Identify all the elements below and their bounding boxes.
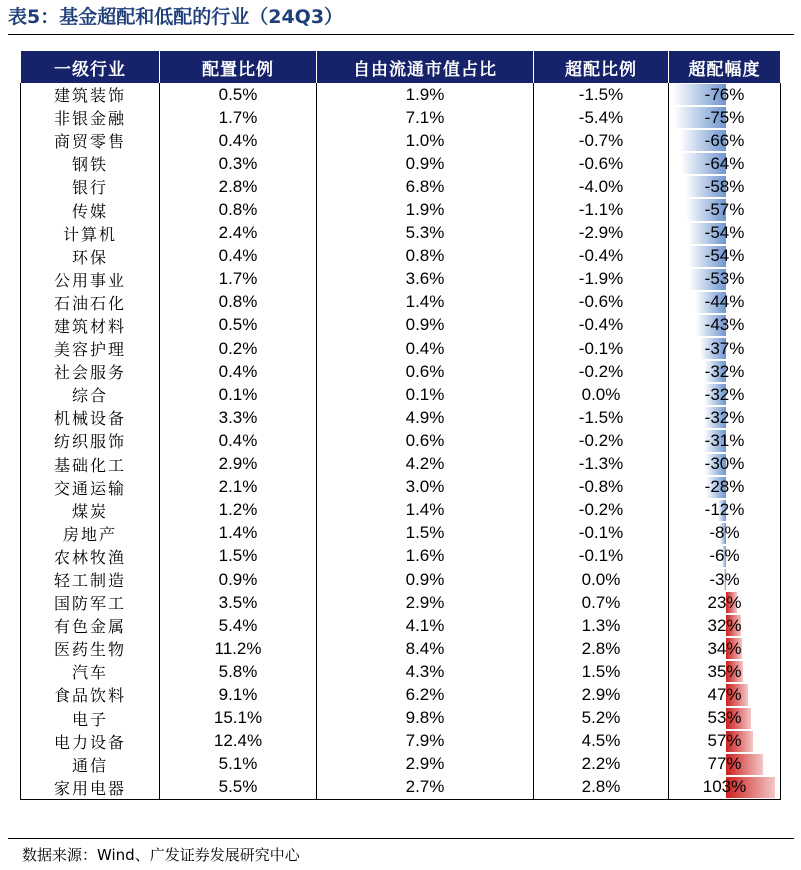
allocation-cell: 2.1% <box>160 476 317 499</box>
float-cap-cell: 7.1% <box>317 106 534 129</box>
overweight-ratio-cell: -0.1% <box>534 337 669 360</box>
overweight-degree-cell <box>669 268 781 291</box>
float-cap-cell: 6.8% <box>317 175 534 198</box>
overweight-degree-cell <box>669 245 781 268</box>
table-row <box>21 683 781 706</box>
degree-value: 34% <box>707 638 742 658</box>
overweight-degree-cell <box>669 429 781 452</box>
float-cap-cell: 1.4% <box>317 499 534 522</box>
table-row <box>21 245 781 268</box>
industry-cell: 社会服务 <box>21 360 160 383</box>
float-cap-cell: 1.0% <box>317 129 534 152</box>
overweight-degree-cell <box>669 522 781 545</box>
degree-value: -58% <box>704 176 745 196</box>
table-row <box>21 545 781 568</box>
industry-cell: 纺织服饰 <box>21 429 160 452</box>
overweight-degree-cell <box>669 152 781 175</box>
allocation-cell: 0.5% <box>160 314 317 337</box>
overweight-ratio-cell: -1.5% <box>534 406 669 429</box>
degree-value: -6% <box>709 546 740 566</box>
overweight-degree-cell <box>669 337 781 360</box>
allocation-cell: 0.3% <box>160 152 317 175</box>
table-body <box>21 83 781 799</box>
table-row <box>21 730 781 753</box>
allocation-cell: 12.4% <box>160 730 317 753</box>
industry-cell: 电子 <box>21 707 160 730</box>
overweight-ratio-cell: 2.8% <box>534 637 669 660</box>
float-cap-cell: 7.9% <box>317 730 534 753</box>
table-row <box>21 660 781 683</box>
industry-cell: 有色金属 <box>21 614 160 637</box>
top-rule <box>8 34 794 35</box>
table-row <box>21 129 781 152</box>
overweight-degree-cell <box>669 683 781 706</box>
degree-value: -32% <box>704 384 745 404</box>
overweight-degree-cell <box>669 637 781 660</box>
overweight-ratio-cell: -0.7% <box>534 129 669 152</box>
overweight-degree-cell <box>669 198 781 221</box>
degree-value: 53% <box>707 708 742 728</box>
allocation-cell: 1.7% <box>160 106 317 129</box>
allocation-cell: 15.1% <box>160 707 317 730</box>
overweight-ratio-cell: -1.3% <box>534 453 669 476</box>
industry-cell: 通信 <box>21 753 160 776</box>
overweight-ratio-cell: -0.1% <box>534 522 669 545</box>
table-row <box>21 360 781 383</box>
table-row <box>21 637 781 660</box>
table-row <box>21 776 781 800</box>
overweight-degree-cell <box>669 753 781 776</box>
overweight-degree-cell <box>669 406 781 429</box>
table-row <box>21 337 781 360</box>
float-cap-cell: 1.9% <box>317 83 534 106</box>
float-cap-cell: 1.5% <box>317 522 534 545</box>
overweight-degree-cell <box>669 499 781 522</box>
overweight-ratio-cell: -2.9% <box>534 222 669 245</box>
industry-cell: 非银金融 <box>21 106 160 129</box>
overweight-ratio-cell: 0.0% <box>534 568 669 591</box>
degree-value: -54% <box>704 246 745 266</box>
industry-cell: 建筑材料 <box>21 314 160 337</box>
degree-value: -53% <box>704 269 745 289</box>
float-cap-cell: 0.9% <box>317 152 534 175</box>
allocation-cell: 1.5% <box>160 545 317 568</box>
overweight-degree-cell <box>669 383 781 406</box>
header-row <box>21 51 781 83</box>
industry-cell: 家用电器 <box>21 776 160 800</box>
industry-cell: 国防军工 <box>21 591 160 614</box>
allocation-cell: 11.2% <box>160 637 317 660</box>
overweight-degree-cell <box>669 83 781 106</box>
degree-value: -66% <box>704 130 745 150</box>
float-cap-cell: 4.3% <box>317 660 534 683</box>
degree-value: -28% <box>704 477 745 497</box>
overweight-ratio-cell: 2.9% <box>534 683 669 706</box>
allocation-cell: 0.2% <box>160 337 317 360</box>
table-row <box>21 707 781 730</box>
table-row <box>21 406 781 429</box>
overweight-ratio-cell: -0.8% <box>534 476 669 499</box>
float-cap-cell: 4.2% <box>317 453 534 476</box>
degree-value: 32% <box>707 615 742 635</box>
overweight-ratio-cell: -1.9% <box>534 268 669 291</box>
float-cap-cell: 0.9% <box>317 568 534 591</box>
overweight-ratio-cell: -0.4% <box>534 314 669 337</box>
overweight-ratio-cell: 5.2% <box>534 707 669 730</box>
header-industry: 一级行业 <box>21 51 160 83</box>
industry-cell: 机械设备 <box>21 406 160 429</box>
industry-cell: 电力设备 <box>21 730 160 753</box>
source-note: 数据来源：Wind、广发证券发展研究中心 <box>22 846 300 864</box>
industry-cell: 医药生物 <box>21 637 160 660</box>
industry-cell: 传媒 <box>21 198 160 221</box>
overweight-ratio-cell: -4.0% <box>534 175 669 198</box>
allocation-cell: 0.4% <box>160 429 317 452</box>
degree-value: -43% <box>704 315 745 335</box>
overweight-degree-cell <box>669 314 781 337</box>
float-cap-cell: 6.2% <box>317 683 534 706</box>
degree-value: 103% <box>702 777 747 797</box>
overweight-ratio-cell: 4.5% <box>534 730 669 753</box>
industry-cell: 银行 <box>21 175 160 198</box>
table-row <box>21 453 781 476</box>
allocation-cell: 2.4% <box>160 222 317 245</box>
degree-value: -8% <box>709 523 740 543</box>
float-cap-cell: 3.6% <box>317 268 534 291</box>
table-row <box>21 591 781 614</box>
table-row <box>21 106 781 129</box>
allocation-cell: 1.4% <box>160 522 317 545</box>
industry-cell: 轻工制造 <box>21 568 160 591</box>
allocation-cell: 0.4% <box>160 245 317 268</box>
table-row <box>21 476 781 499</box>
allocation-cell: 5.5% <box>160 776 317 800</box>
overweight-degree-cell <box>669 291 781 314</box>
float-cap-cell: 1.9% <box>317 198 534 221</box>
industry-cell: 商贸零售 <box>21 129 160 152</box>
float-cap-cell: 2.9% <box>317 753 534 776</box>
industry-cell: 基础化工 <box>21 453 160 476</box>
float-cap-cell: 0.9% <box>317 314 534 337</box>
table-row <box>21 198 781 221</box>
overweight-ratio-cell: -5.4% <box>534 106 669 129</box>
overweight-ratio-cell: -1.5% <box>534 83 669 106</box>
allocation-cell: 9.1% <box>160 683 317 706</box>
float-cap-cell: 9.8% <box>317 707 534 730</box>
industry-cell: 石油石化 <box>21 291 160 314</box>
industry-cell: 房地产 <box>21 522 160 545</box>
degree-value: 47% <box>707 684 742 704</box>
degree-value: -3% <box>709 569 740 589</box>
overweight-degree-cell <box>669 222 781 245</box>
degree-value: 23% <box>707 592 742 612</box>
float-cap-cell: 0.6% <box>317 360 534 383</box>
degree-value: -75% <box>704 107 745 127</box>
table-row <box>21 568 781 591</box>
degree-value: -54% <box>704 223 745 243</box>
overweight-degree-cell <box>669 360 781 383</box>
allocation-cell: 2.9% <box>160 453 317 476</box>
degree-value: -32% <box>704 361 745 381</box>
overweight-degree-cell <box>669 730 781 753</box>
industry-cell: 综合 <box>21 383 160 406</box>
allocation-cell: 0.8% <box>160 198 317 221</box>
overweight-ratio-cell: -0.6% <box>534 152 669 175</box>
industry-cell: 美容护理 <box>21 337 160 360</box>
float-cap-cell: 2.7% <box>317 776 534 800</box>
degree-value: -44% <box>704 292 745 312</box>
industry-cell: 钢铁 <box>21 152 160 175</box>
header-float-cap-share: 自由流通市值占比 <box>317 51 534 83</box>
allocation-cell: 1.2% <box>160 499 317 522</box>
overweight-degree-cell <box>669 129 781 152</box>
allocation-cell: 0.4% <box>160 129 317 152</box>
table-row <box>21 222 781 245</box>
allocation-cell: 5.8% <box>160 660 317 683</box>
header-allocation: 配置比例 <box>160 51 317 83</box>
overweight-degree-cell <box>669 776 781 800</box>
overweight-ratio-cell: 2.8% <box>534 776 669 800</box>
allocation-cell: 2.8% <box>160 175 317 198</box>
allocation-cell: 5.4% <box>160 614 317 637</box>
float-cap-cell: 1.6% <box>317 545 534 568</box>
degree-value: 57% <box>707 731 742 751</box>
industry-cell: 计算机 <box>21 222 160 245</box>
allocation-cell: 0.8% <box>160 291 317 314</box>
degree-value: -32% <box>704 407 745 427</box>
overweight-degree-cell <box>669 591 781 614</box>
table-title: 表5：基金超配和低配的行业（24Q3） <box>8 6 344 28</box>
float-cap-cell: 0.6% <box>317 429 534 452</box>
degree-value: -76% <box>704 84 745 104</box>
table-row <box>21 175 781 198</box>
overweight-ratio-cell: -0.4% <box>534 245 669 268</box>
table-row <box>21 522 781 545</box>
industry-cell: 建筑装饰 <box>21 83 160 106</box>
degree-value: -64% <box>704 153 745 173</box>
degree-value: -30% <box>704 454 745 474</box>
overweight-ratio-cell: 1.3% <box>534 614 669 637</box>
float-cap-cell: 2.9% <box>317 591 534 614</box>
overweight-ratio-cell: -0.1% <box>534 545 669 568</box>
industry-cell: 交通运输 <box>21 476 160 499</box>
table-row <box>21 291 781 314</box>
overweight-ratio-cell: 0.7% <box>534 591 669 614</box>
float-cap-cell: 4.9% <box>317 406 534 429</box>
overweight-degree-cell <box>669 106 781 129</box>
allocation-cell: 1.7% <box>160 268 317 291</box>
table-row <box>21 753 781 776</box>
table-row <box>21 614 781 637</box>
industry-allocation-table <box>20 51 781 800</box>
overweight-degree-cell <box>669 568 781 591</box>
allocation-cell: 3.5% <box>160 591 317 614</box>
table-row <box>21 83 781 106</box>
overweight-ratio-cell: -0.2% <box>534 360 669 383</box>
degree-value: 77% <box>707 754 742 774</box>
industry-cell: 环保 <box>21 245 160 268</box>
float-cap-cell: 4.1% <box>317 614 534 637</box>
degree-value: -31% <box>704 430 745 450</box>
overweight-degree-cell <box>669 660 781 683</box>
degree-value: -57% <box>704 200 745 220</box>
overweight-ratio-cell: 2.2% <box>534 753 669 776</box>
table-row <box>21 268 781 291</box>
overweight-ratio-cell: 1.5% <box>534 660 669 683</box>
header-overweight-ratio: 超配比例 <box>534 51 669 83</box>
overweight-ratio-cell: -0.6% <box>534 291 669 314</box>
float-cap-cell: 0.4% <box>317 337 534 360</box>
industry-cell: 煤炭 <box>21 499 160 522</box>
overweight-degree-cell <box>669 476 781 499</box>
overweight-ratio-cell: -0.2% <box>534 499 669 522</box>
table-row <box>21 383 781 406</box>
float-cap-cell: 0.8% <box>317 245 534 268</box>
float-cap-cell: 5.3% <box>317 222 534 245</box>
overweight-degree-cell <box>669 453 781 476</box>
degree-value: 35% <box>707 661 742 681</box>
overweight-degree-cell <box>669 545 781 568</box>
float-cap-cell: 3.0% <box>317 476 534 499</box>
industry-cell: 汽车 <box>21 660 160 683</box>
degree-value: -37% <box>704 338 745 358</box>
overweight-degree-cell <box>669 707 781 730</box>
overweight-ratio-cell: -1.1% <box>534 198 669 221</box>
float-cap-cell: 1.4% <box>317 291 534 314</box>
industry-cell: 食品饮料 <box>21 683 160 706</box>
industry-cell: 农林牧渔 <box>21 545 160 568</box>
industry-cell: 公用事业 <box>21 268 160 291</box>
overweight-degree-cell <box>669 614 781 637</box>
table-row <box>21 152 781 175</box>
overweight-ratio-cell: -0.2% <box>534 429 669 452</box>
table-row <box>21 499 781 522</box>
bottom-rule <box>8 838 794 839</box>
allocation-cell: 0.5% <box>160 83 317 106</box>
allocation-cell: 0.1% <box>160 383 317 406</box>
allocation-cell: 3.3% <box>160 406 317 429</box>
table-row <box>21 314 781 337</box>
overweight-ratio-cell: 0.0% <box>534 383 669 406</box>
allocation-cell: 0.4% <box>160 360 317 383</box>
overweight-degree-cell <box>669 175 781 198</box>
allocation-cell: 5.1% <box>160 753 317 776</box>
float-cap-cell: 0.1% <box>317 383 534 406</box>
table-row <box>21 429 781 452</box>
allocation-cell: 0.9% <box>160 568 317 591</box>
degree-value: -12% <box>704 500 745 520</box>
header-overweight-degree: 超配幅度 <box>669 51 781 83</box>
float-cap-cell: 8.4% <box>317 637 534 660</box>
